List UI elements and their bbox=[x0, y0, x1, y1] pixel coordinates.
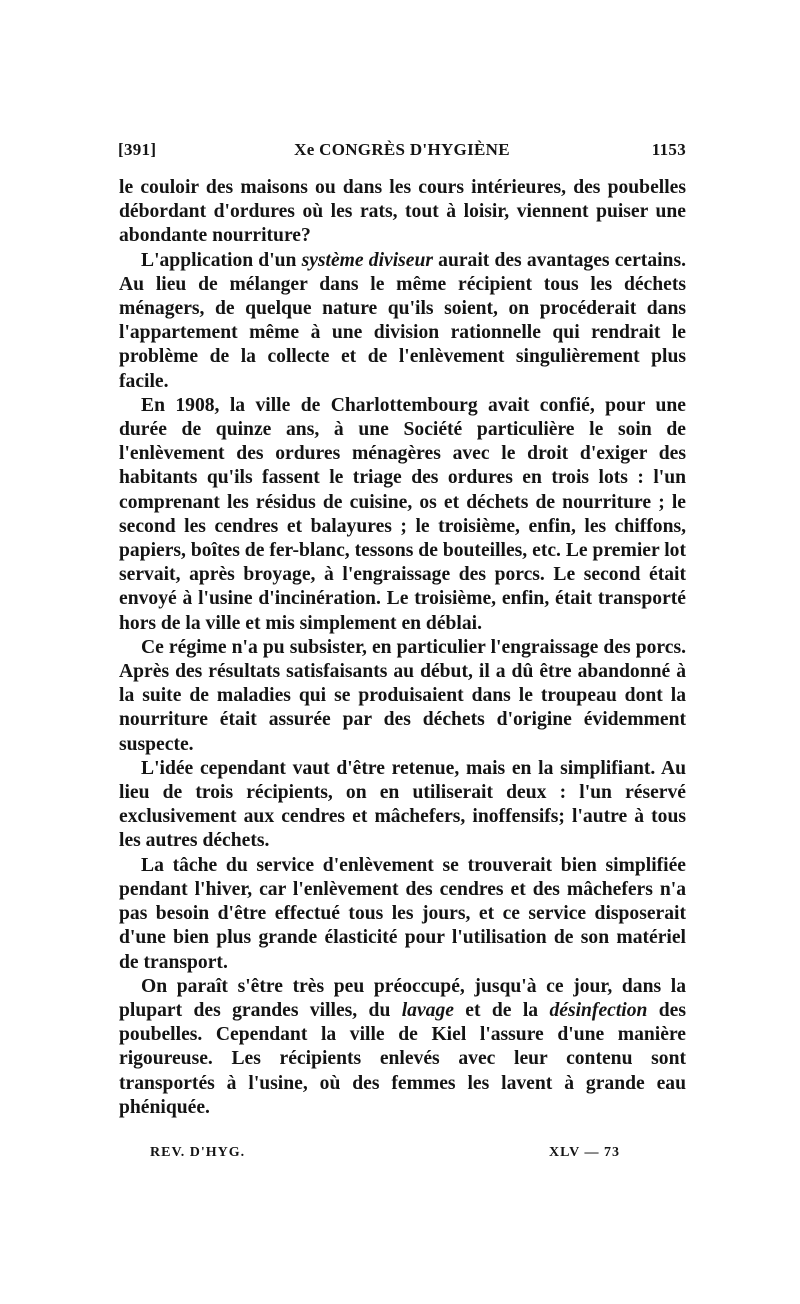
paragraph-7-italic-lavage: lavage bbox=[401, 999, 454, 1021]
journal-signature: REV. D'HYG. bbox=[150, 1145, 246, 1160]
paragraph-2 bbox=[119, 249, 686, 394]
running-title: Xe CONGRÈS D'HYGIÈNE bbox=[294, 140, 510, 159]
paragraph-7-italic-desinfection: désinfection bbox=[549, 999, 648, 1021]
paragraph-2-start: L'application d'un bbox=[141, 249, 302, 271]
paragraph-3: En 1908, la ville de Charlottembourg avait confié, pour une durée de quinze ans, à une Société particulière le soin de l'enlèvement des ordures ménagères avec le droit d'exiger des habitants qu'ils fassent le triage des ordures en trois lots : l'un comprenant les résidus de cuisine, os et déchets de nourriture ; le second les cendres et balayures ; le troisième, enfin, les chiffons, papiers, boîtes de fer-blanc, tessons de bouteilles, etc. Le premier lot servait, après broyage, à l'engraissage des porcs. Le second était envoyé à l'usine d'incinération. Le troisième, enfin, était transporté hors de la ville et mis simplement en déblai. bbox=[119, 394, 686, 634]
page-number: 1153 bbox=[651, 140, 686, 159]
paragraph-7 bbox=[119, 975, 686, 1120]
paragraph-2-italic-term: système diviseur bbox=[301, 249, 433, 271]
paragraph-6: La tâche du service d'enlèvement se trouverait bien simplifiée pendant l'hiver, car l'enlèvement des cendres et des mâchefers n'a pas besoin d'être effectué tous les jours, et ce service disposerait d'une bien plus grande élasticité pour l'utilisation de son matériel de transport. bbox=[119, 854, 686, 973]
paragraph-5: L'idée cependant vaut d'être retenue, mais en la simplifiant. Au lieu de trois récipients, on en utiliserait deux : l'un réservé exclusivement aux cendres et mâchefers, inoffensifs; l'autre à tous les autres déchets. bbox=[119, 757, 686, 852]
paragraph-4: Ce régime n'a pu subsister, en particulier l'engraissage des porcs. Après des résultats satisfaisants au début, il a dû être abandonné à la suite de maladies qui se produisaient dans le troupeau dont la nourriture était assurée par des déchets d'origine évidemment suspecte. bbox=[119, 636, 686, 755]
running-header bbox=[118, 140, 686, 166]
paragraph-2-end: aurait des avantages certains. Au lieu de mélanger dans le même récipient tous les déchets ménagers, de quelque nature qu'ils soient, on procéderait dans l'appartement même à une division rationnelle qui rendrait le problème de la collecte et de l'enlèvement singulièrement plus facile. bbox=[119, 249, 686, 392]
page-bracket-number: [391] bbox=[118, 140, 157, 159]
paragraph-1: le couloir des maisons ou dans les cours intérieures, des poubelles débordant d'ordures où les rats, tout à loisir, viennent puiser une abondante nourriture? bbox=[119, 177, 686, 247]
paragraph-7-end: des poubelles. Cependant la ville de Kiel l'assure d'une manière rigoureuse. Les récipients enlevés avec leur contenu sont transportés à l'usine, où des femmes les lavent à grande eau phéniquée. bbox=[119, 999, 686, 1118]
signature-line bbox=[150, 1145, 620, 1167]
paragraph-7-start: On paraît s'être très peu préoccupé, jusqu'à ce jour, dans la plupart des grandes villes, du bbox=[119, 975, 686, 1021]
volume-signature: XLV — 73 bbox=[548, 1145, 620, 1160]
paragraph-7-middle: et de la bbox=[453, 999, 550, 1021]
body-text bbox=[119, 176, 686, 1120]
